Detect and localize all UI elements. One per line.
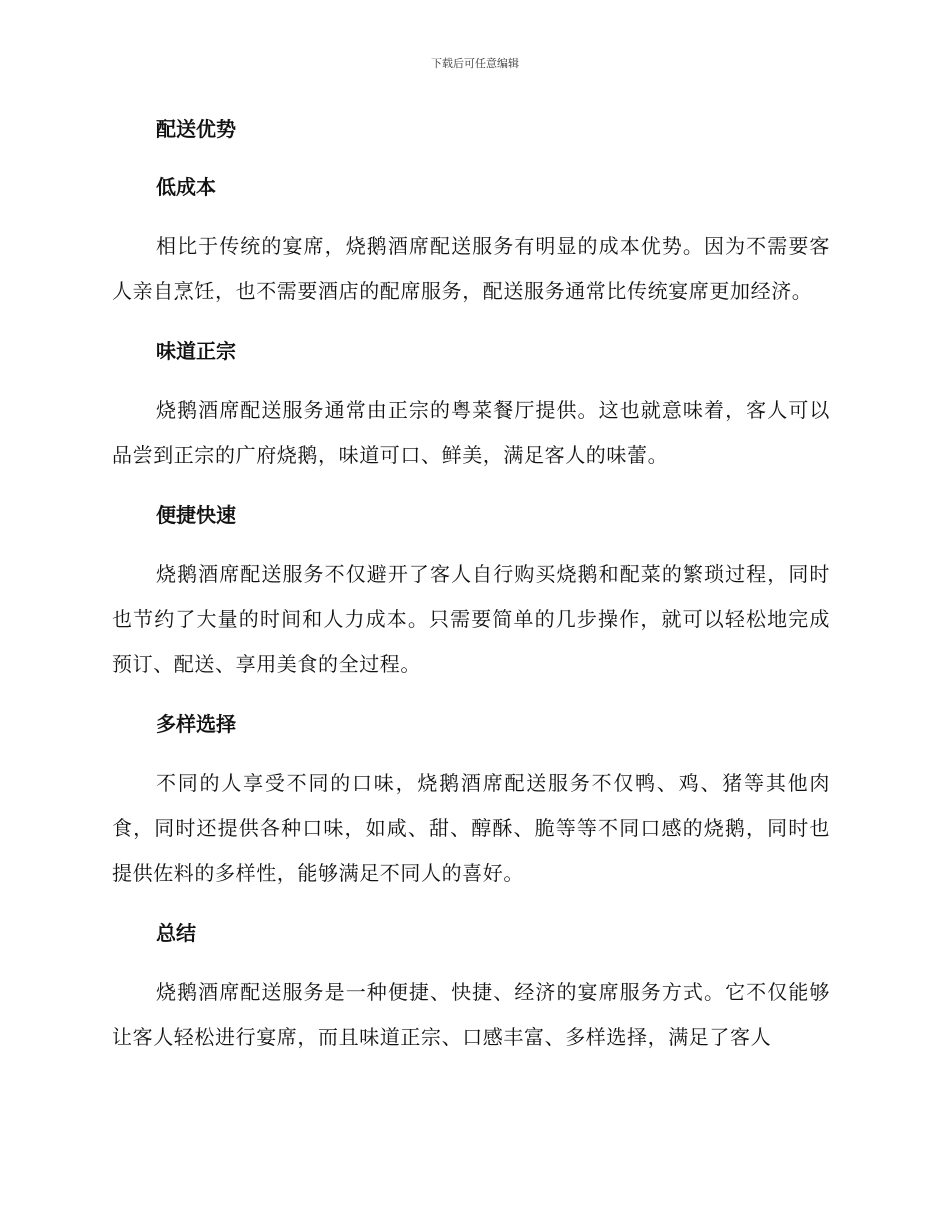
document-body [112, 108, 830, 1076]
heading-low-cost: 低成本 [156, 175, 216, 199]
heading-authentic-taste: 味道正宗 [156, 339, 236, 363]
paragraph-variety: 不同的人享受不同的口味，烧鹅酒席配送服务不仅鸭、鸡、猪等其他肉食，同时还提供各种口味，如咸、甜、醇酥、脆等等不同口感的烧鹅，同时也提供佐料的多样性，能够满足不同人的喜好。 [112, 771, 830, 885]
heading-variety: 多样选择 [156, 712, 236, 736]
section-title: 配送优势 [156, 117, 236, 141]
paragraph-authentic-taste: 烧鹅酒席配送服务通常由正宗的粤菜餐厅提供。这也就意味着，客人可以品尝到正宗的广府烧鹅，味道可口、鲜美，满足客人的味蕾。 [112, 398, 830, 467]
heading-convenient-fast: 便捷快速 [156, 503, 236, 527]
paragraph-summary: 烧鹅酒席配送服务是一种便捷、快捷、经济的宴席服务方式。它不仅能够让客人轻松进行宴席，而且味道正宗、口感丰富、多样选择，满足了客人 [112, 980, 830, 1049]
heading-summary: 总结 [156, 921, 196, 945]
paragraph-low-cost: 相比于传统的宴席，烧鹅酒席配送服务有明显的成本优势。因为不需要客人亲自烹饪，也不需要酒店的配席服务，配送服务通常比传统宴席更加经济。 [112, 234, 830, 303]
paragraph-convenient-fast: 烧鹅酒席配送服务不仅避开了客人自行购买烧鹅和配菜的繁琐过程，同时也节约了大量的时间和人力成本。只需要简单的几步操作，就可以轻松地完成预订、配送、享用美食的全过程。 [112, 562, 830, 676]
header-note: 下载后可任意编辑 [431, 57, 519, 70]
